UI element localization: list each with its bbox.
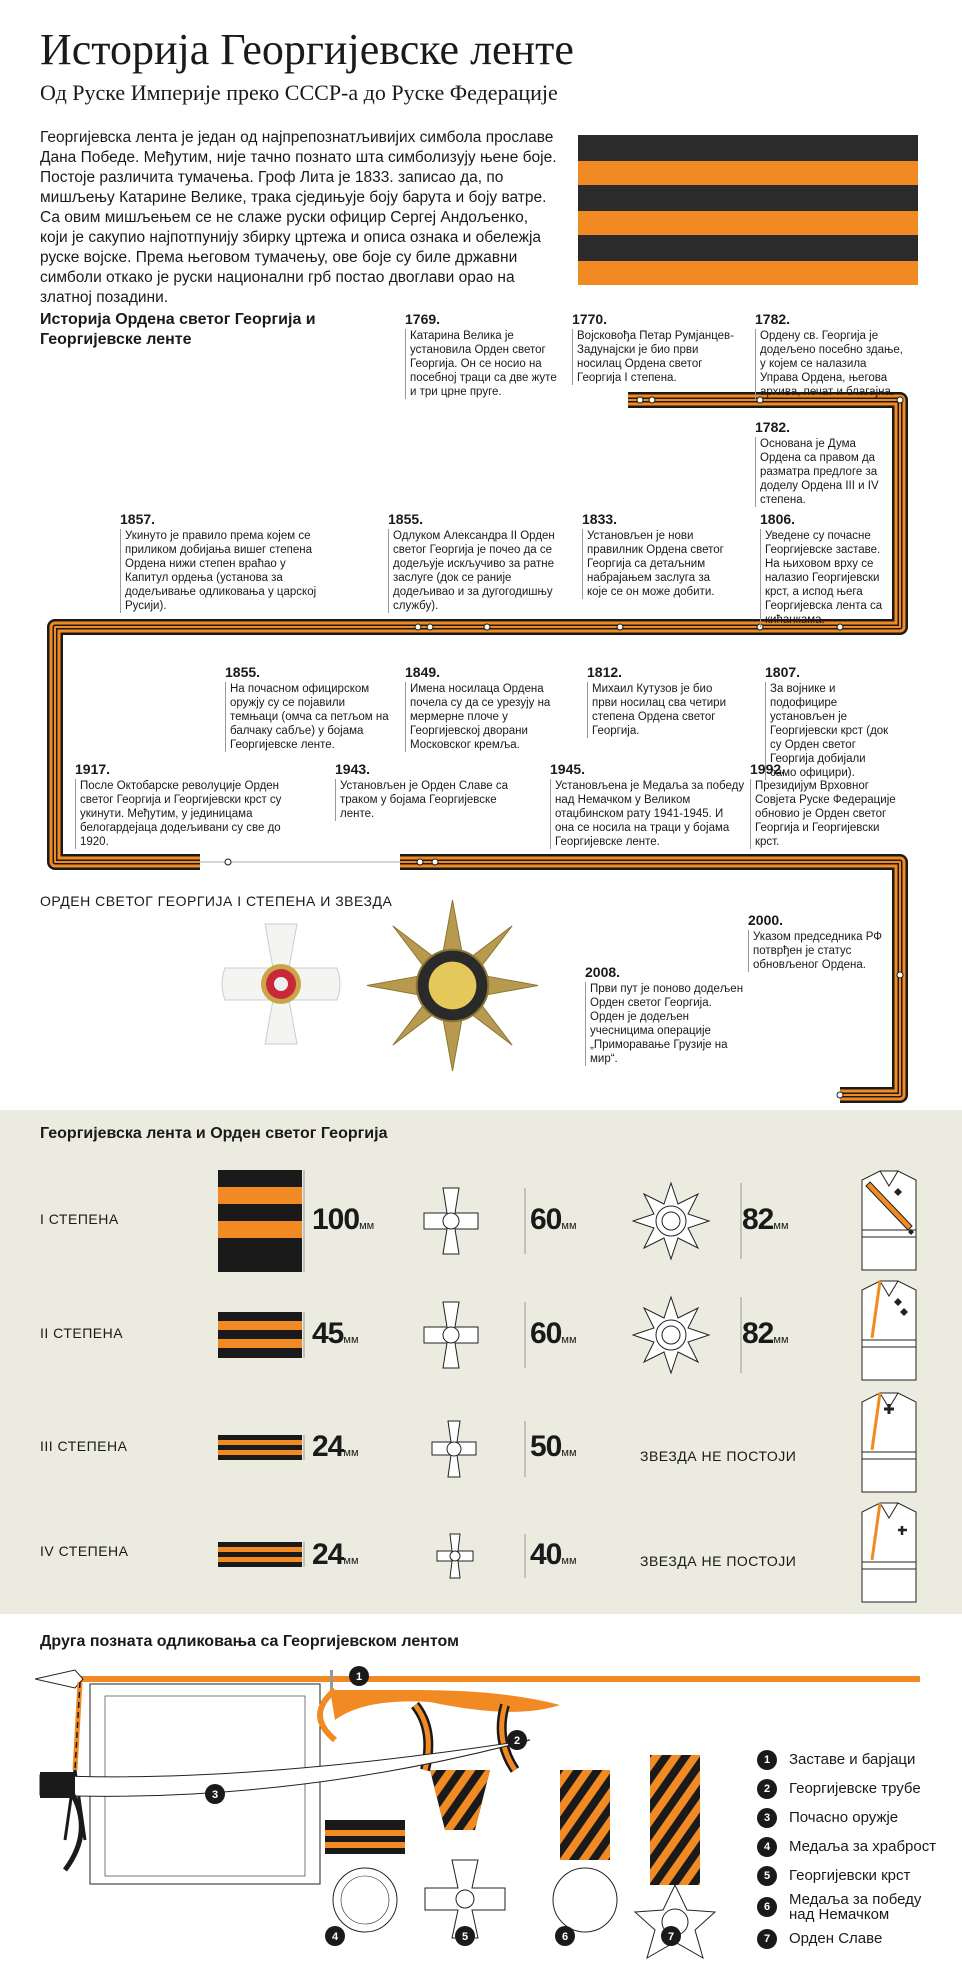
timeline-event: 1855. На почасном официрском оружју су се појавили темњаци (омча са петљом на балчаку сабље) у бојама Георгијевске ленте. xyxy=(225,665,395,752)
legend-item: 3 Почасно оружје xyxy=(757,1803,957,1832)
svg-text:2: 2 xyxy=(513,1735,521,1747)
star-icon xyxy=(630,1294,745,1376)
timeline-heading: Историја Ордена светог Георгија и Георгијевске ленте xyxy=(40,311,316,348)
page-subtitle: Од Руске Империје преко СССР-а до Руске Федерације xyxy=(40,80,558,105)
timeline-event: 1770. Војсковођа Петар Румјанцев-Задунајски је био први носилац Ордена светог Георгија I степена. xyxy=(572,312,740,385)
timeline-event: 1833. Установљен је нови правилник Ордена светог Георгија са детаљним набрајањем заслуга за које се он може добити. xyxy=(582,512,732,599)
star-width: 82мм xyxy=(742,1203,789,1236)
svg-text:1: 1 xyxy=(355,1671,363,1683)
cross-icon xyxy=(420,1300,530,1370)
ribbon-photo xyxy=(578,135,918,285)
timeline-event: 2008. Први пут је поново додељен Орден светог Георгија. Орден је додељен учесницима операције „Приморавање Грузије на мир“. xyxy=(585,964,744,1065)
timeline-event: 1855. Одлуком Александра II Орден светог Георгија је почео да се додељује искључиво за ратне заслуге (док се раније додељивао и за дугогодишњу службу). xyxy=(388,512,568,613)
timeline-event: 1807. За војнике и подофицире установљен је Георгијевски крст (док су Орден светог Георгија добијали само официри). xyxy=(765,665,895,780)
cross-icon xyxy=(420,1186,530,1256)
cross-icon xyxy=(434,1532,530,1580)
timeline-event: 1806. Уведене су почасне Георгијевске заставе. На њиховом врху се налазио Георгијевски крст, а испод њега Георгијевска лента са кићанкама. xyxy=(760,512,895,627)
no-star-note: ЗВЕЗДА НЕ ПОСТОЈИ xyxy=(640,1553,797,1569)
no-star-note: ЗВЕЗДА НЕ ПОСТОЈИ xyxy=(640,1448,797,1464)
cross-width: 60мм xyxy=(530,1203,577,1236)
uniform-icon xyxy=(858,1500,920,1605)
cross-width: 40мм xyxy=(530,1538,577,1571)
ribbon-size-1 xyxy=(218,1170,308,1275)
cross-icon xyxy=(428,1419,530,1479)
ribbon-size-4 xyxy=(218,1542,308,1570)
ribbon-width: 24мм xyxy=(312,1430,359,1463)
timeline-event: 1782. Ордену св. Георгија је додељено посебно здање, у којем се налазила Управа Ордена, његова архива, печат и благајна. xyxy=(755,311,903,398)
ribbon-size-3 xyxy=(218,1435,308,1463)
awards-legend xyxy=(757,1745,957,1953)
ribbon-width: 100мм xyxy=(312,1203,375,1236)
timeline-event: 1849. Имена носилаца Ордена почела су да се урезују на мермерне плоче у Георгијевској дворани Московског кремља. xyxy=(405,665,560,752)
ribbon-width: 24мм xyxy=(312,1538,359,1571)
cross-width: 60мм xyxy=(530,1317,577,1350)
timeline-event: 1992. Президијум Врховног Совјета Руске Федерације обновио је Орден светог Георгија и Георгијевски крст. xyxy=(750,762,900,849)
star-icon xyxy=(630,1180,745,1262)
order-caption: ОРДЕН СВЕТОГ ГЕОРГИЈА I СТЕПЕНА И ЗВЕЗДА xyxy=(40,893,393,909)
timeline-event: 1857. Укинуто је правило према којем се приликом добијања вишег степена Ордена нижи степен враћао у Капитул ордења (установа за додељивање одликовања у царској Русији). xyxy=(120,512,330,613)
legend-item: 2 Георгијевске трубе xyxy=(757,1774,957,1803)
star-width: 82мм xyxy=(742,1317,789,1350)
uniform-icon xyxy=(858,1390,920,1495)
degrees-heading: Георгијевска лента и Орден светог Георгија xyxy=(40,1125,388,1142)
svg-text:5: 5 xyxy=(461,1931,469,1943)
degree-label: II СТЕПЕНА xyxy=(40,1325,124,1341)
intro-text: Георгијевска лента је један од најпрепознатљивијих симбола прославе Дана Победе. Међутим, није тачно познато шта симболизују њене боје. Постоје различита тумачења. Гроф Лита је 1833. записао да, по мишљењу Катарине Велике, трака сједињује боју барута и боју ватре. Са овим мишљењем се не слаже руски официр Сергеј Андољенко, који је сакупио најпотпунију збирку цртежа и описа ознака и обележја руске војске. Према његовом тумачењу, ове боје су биле државни симболи откако је руски национални грб постао двоглави орао на златној позадини. xyxy=(40,129,557,306)
timeline-event: 1945. Установљена је Медаља за победу над Немачком у Великом отаџбинском рату 1941-1945. И она се носила на траци у бојама Георгијевске ленте. xyxy=(550,761,745,848)
legend-item: 6 Медаља за победу над Немачком xyxy=(757,1890,957,1924)
uniform-icon xyxy=(858,1278,920,1383)
timeline-event: 2000. Указом председника РФ потврђен је статус обновљеног Ордена. xyxy=(748,913,898,972)
legend-item: 5 Георгијевски крст xyxy=(757,1861,957,1890)
legend-item: 7 Орден Славе xyxy=(757,1924,957,1953)
ribbon-width: 45мм xyxy=(312,1317,359,1350)
order-cross-image xyxy=(215,918,347,1050)
ribbon-size-2 xyxy=(218,1312,308,1362)
svg-text:6: 6 xyxy=(561,1931,569,1943)
order-star-image xyxy=(365,898,540,1073)
timeline-event: 1917. После Октобарске револуције Орден светог Георгија и Георгијевски крст су укинути. Међутим, у јединицама белогардејаца додељивани су све до 1920. xyxy=(75,762,305,849)
timeline-event: 1769. Катарина Велика је установила Орден светог Георгија. Он се носио на посебној траци са две жуте и три црне пруге. xyxy=(405,312,565,399)
degree-label: I СТЕПЕНА xyxy=(40,1211,119,1227)
timeline-event: 1943. Установљен је Орден Славе са траком у бојама Георгијевске ленте. xyxy=(335,762,525,821)
degree-label: III СТЕПЕНА xyxy=(40,1438,128,1454)
timeline-event: 1782. Основана је Дума Ордена са правом да разматра предлоге за доделу Ордена III и IV степена. xyxy=(755,420,895,507)
timeline-event: 1812. Михаил Кутузов је био први носилац сва четири степена Ордена светог Георгија. xyxy=(587,665,737,738)
uniform-icon xyxy=(858,1168,920,1273)
svg-text:3: 3 xyxy=(211,1789,219,1801)
others-heading: Друга позната одликовања са Георгијевском лентом xyxy=(40,1633,459,1650)
page-title: Историја Георгијевске ленте xyxy=(40,25,574,74)
cross-width: 50мм xyxy=(530,1430,577,1463)
legend-item: 4 Медаља за храброст xyxy=(757,1832,957,1861)
legend-item: 1 Заставе и барјаци xyxy=(757,1745,957,1774)
degree-label: IV СТЕПЕНА xyxy=(40,1543,129,1559)
svg-text:4: 4 xyxy=(331,1931,339,1943)
svg-text:7: 7 xyxy=(667,1931,675,1943)
